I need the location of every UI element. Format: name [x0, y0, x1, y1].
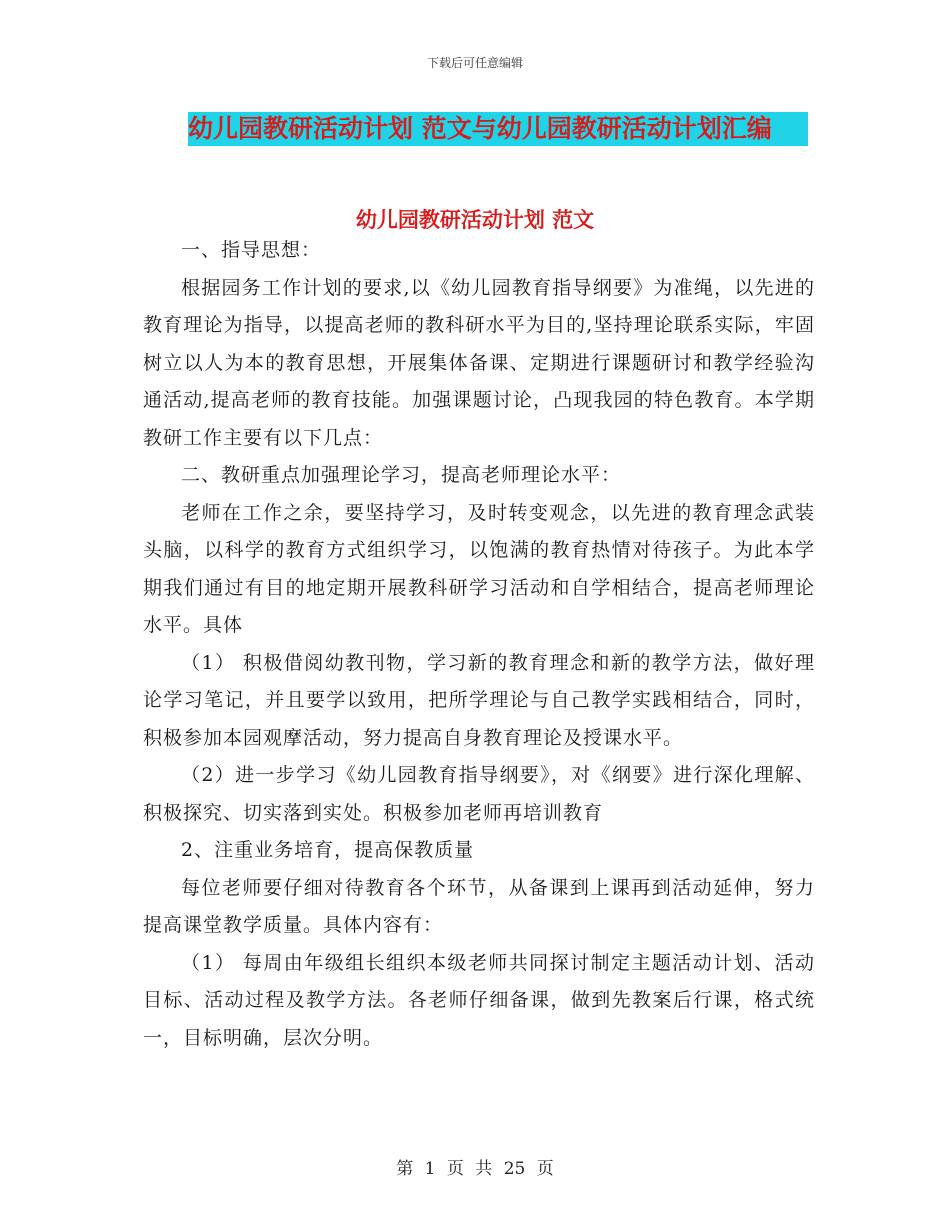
- document-body: [143, 232, 815, 1057]
- header-note: 下载后可任意编辑: [426, 56, 523, 70]
- list-item: （2）进一步学习《幼儿园教育指导纲要》，对《纲要》进行深化理解、积极探究、切实落到实处。积极参加老师再培训教育: [143, 764, 815, 824]
- document-sub-title: 幼儿园教研活动计划 范文: [355, 208, 595, 232]
- document-main-title: 幼儿园教研活动计划 范文与幼儿园教研活动计划汇编: [188, 112, 808, 146]
- paragraph: 每位老师要仔细对待教育各个环节，从备课到上课再到活动延伸，努力提高课堂教学质量。具体内容有：: [143, 876, 815, 936]
- paragraph: 根据园务工作计划的要求,以《幼儿园教育指导纲要》为准绳，以先进的教育理论为指导，以提高老师的教科研水平为目的,坚持理论联系实际，牢固树立以人为本的教育思想，开展集体备课、定期进行课题研讨和教学经验沟通活动,提高老师的教育技能。加强课题讨论，凸现我园的特色教育。本学期教研工作主要有以下几点：: [143, 276, 815, 449]
- section-heading-guiding-thought: 一、指导思想：: [181, 239, 322, 261]
- paragraph: 老师在工作之余，要坚持学习，及时转变观念，以先进的教育理念武装头脑，以科学的教育方式组织学习，以饱满的教育热情对待孩子。为此本学期我们通过有目的地定期开展教科研学习活动和自学相结合，提高老师理论水平。具体: [143, 501, 815, 636]
- list-item: （1） 积极借阅幼教刊物，学习新的教育理念和新的教学方法，做好理论学习笔记，并且要学以致用，把所学理论与自己教学实践相结合，同时，积极参加本园观摩活动，努力提高自身教育理论及授课水平。: [143, 651, 815, 749]
- list-item: （1） 每周由年级组长组织本级老师共同探讨制定主题活动计划、活动目标、活动过程及教学方法。各老师仔细备课，做到先教案后行课，格式统一，目标明确，层次分明。: [143, 951, 815, 1049]
- page-number: 第 1 页 共 25 页: [396, 1159, 554, 1179]
- section-heading-training: 2、注重业务培育，提高保教质量: [181, 839, 475, 861]
- section-heading-research-focus: 二、教研重点加强理论学习，提高老师理论水平：: [181, 464, 622, 486]
